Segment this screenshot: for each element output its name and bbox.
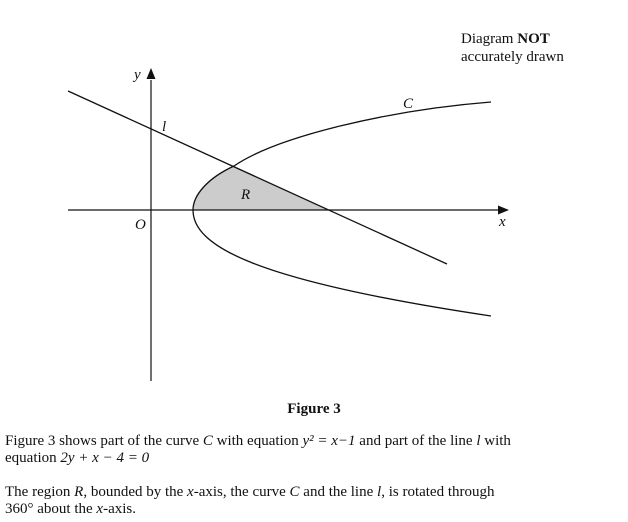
question-paragraph-2: The region R, bounded by the x-axis, the curve C and the line l, is rotated through 360° about the x-axis. — [5, 484, 495, 517]
equation-curve: y² = x−1 — [302, 433, 356, 449]
y-axis-arrow — [147, 68, 156, 79]
x-axis-label: x — [499, 214, 506, 230]
region-r — [193, 166, 330, 210]
line-l — [68, 91, 447, 264]
curve-c-label: C — [403, 96, 414, 112]
region-r-label: R — [241, 187, 251, 203]
equation-line: 2y + x − 4 = 0 — [60, 450, 150, 466]
note-line1: Diagram NOT — [461, 31, 550, 47]
y-axis-label: y — [134, 67, 141, 83]
question-paragraph-1: Figure 3 shows part of the curve C with equation y² = x−1 and part of the line l with equation 2y + x − 4 = 0 — [5, 433, 511, 466]
origin-label: O — [135, 217, 146, 233]
note-line2: accurately drawn — [461, 49, 564, 65]
line-l-label: l — [162, 119, 167, 135]
figure-caption: Figure 3 — [287, 401, 341, 417]
